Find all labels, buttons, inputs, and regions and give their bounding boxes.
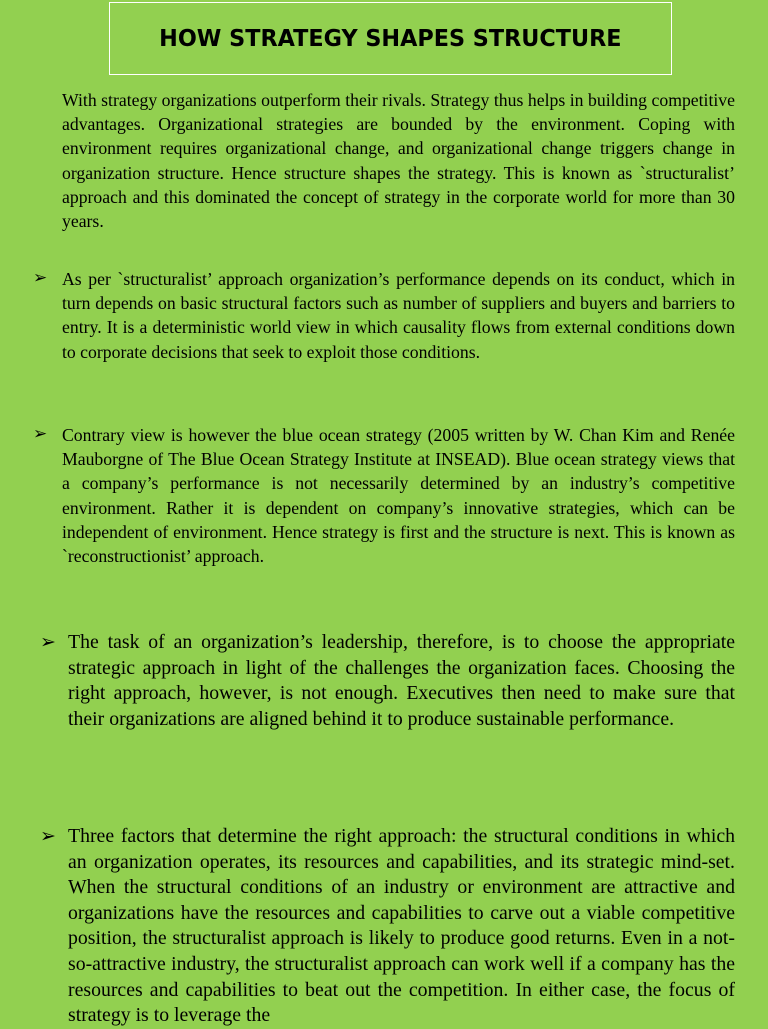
page-title: HOW STRATEGY SHAPES STRUCTURE	[159, 25, 622, 52]
bullet-arrow-icon: ➢	[33, 268, 48, 287]
bullet-paragraph-blue-ocean: Contrary view is however the blue ocean strategy (2005 written by W. Chan Kim and Renée Mauborgne of The Blue Ocean Strategy Institute at INSEAD). Blue ocean strategy views that a company’s performance is not necessarily determined by an industry’s competitive environment. Rather it is dependent on company’s innovative strategies, which can be independent of environment. Hence strategy is first and the structure is next. This is known as `reconstructionist’ approach.	[62, 425, 735, 567]
bullet-arrow-icon: ➢	[33, 424, 48, 443]
bullet-paragraph-structuralist: As per `structuralist’ approach organization’s performance depends on its conduct, which in turn depends on basic structural factors such as number of suppliers and buyers and barriers to entry. It is a deterministic world view in which causality flows from external conditions down to corporate decisions that seek to exploit those conditions.	[62, 269, 735, 362]
bullet-arrow-icon: ➢	[40, 826, 56, 847]
bullet-arrow-icon: ➢	[40, 632, 56, 653]
bullet-paragraph-leadership: The task of an organization’s leadership, therefore, is to choose the appropriate strategic approach in light of the challenges the organization faces. Choosing the right approach, however, is not enough. Executives then need to make sure that their organizations are aligned behind it to produce sustainable performance.	[68, 631, 735, 730]
title-box	[109, 2, 672, 75]
intro-paragraph: With strategy organizations outperform their rivals. Strategy thus helps in building competitive advantages. Organizational strategies are bounded by the environment. Coping with environment requires organizational change, and organizational change triggers change in organization structure. Hence structure shapes the strategy. This is known as `structuralist’ approach and this dominated the concept of strategy in the corporate world for more than 30 years.	[62, 90, 735, 232]
bullet-paragraph-three-factors: Three factors that determine the right approach: the structural conditions in which an organization operates, its resources and capabilities, and its strategic mind-set. When the structural conditions of an industry or environment are attractive and organizations have the resources and capabilities to carve out a viable competitive position, the structuralist approach is likely to produce good returns. Even in a not-so-attractive industry, the structuralist approach can work well if a company has the resources and capabilities to beat out the competition. In either case, the focus of strategy is to leverage the	[68, 825, 735, 1027]
